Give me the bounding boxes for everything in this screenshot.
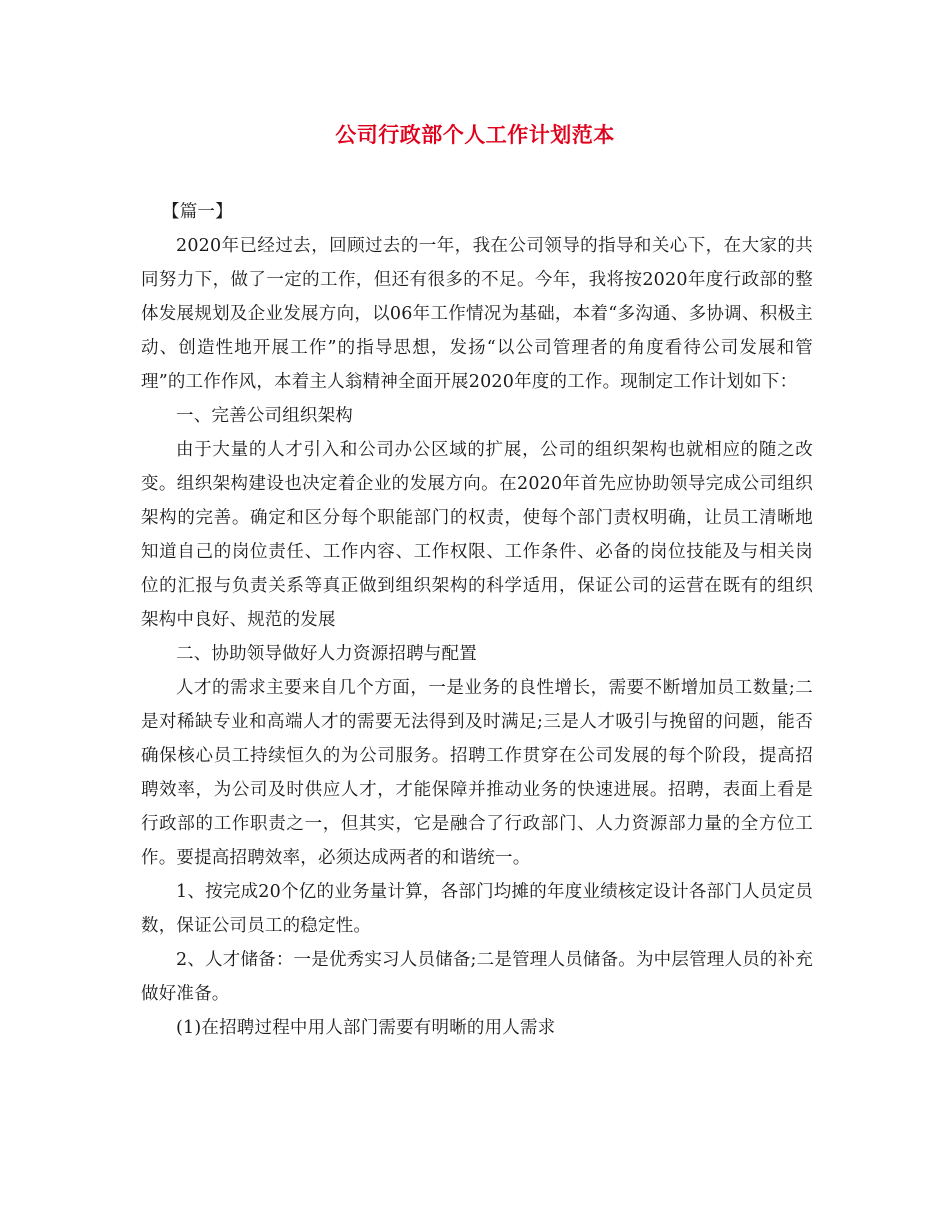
heading-org-structure: 一、完善公司组织架构: [176, 406, 353, 426]
document-body: [141, 195, 813, 1045]
section-label: 【篇一】: [162, 202, 233, 222]
paragraph-org-structure: 由于大量的人才引入和公司办公区域的扩展，公司的组织架构也就相应的随之改变。组织架构建设也决定着企业的发展方向。在2020年首先应协助领导完成公司组织架构的完善。确定和区分每个职能部门的权责，使每个部门责权明确，让员工清晰地知道自己的岗位责任、工作内容、工作权限、工作条件、必备的岗位技能及与相关岗位的汇报与负责关系等真正做到组织架构的科学适用，保证公司的运营在既有的组织架构中良好、规范的发展: [141, 440, 813, 630]
list-item-1: 1、按完成20个亿的业务量计算，各部门均摊的年度业绩核定设计各部门人员定员数，保证公司员工的稳定性。: [141, 882, 813, 936]
heading-recruitment: 二、协助领导做好人力资源招聘与配置: [176, 644, 477, 664]
paragraph-recruitment: 人才的需求主要来自几个方面，一是业务的良性增长，需要不断增加员工数量;二是对稀缺专业和高端人才的需要无法得到及时满足;三是人才吸引与挽留的问题，能否确保核心员工持续恒久的为公司服务。招聘工作贯穿在公司发展的每个阶段，提高招聘效率，为公司及时供应人才，才能保障并推动业务的快速进展。招聘，表面上看是行政部的工作职责之一，但其实，它是融合了行政部门、人力资源部力量的全方位工作。要提高招聘效率，必须达成两者的和谐统一。: [141, 678, 813, 868]
list-item-2-sub-1: (1)在招聘过程中用人部门需要有明晰的用人需求: [176, 1018, 556, 1038]
list-item-2: 2、人才储备：一是优秀实习人员储备;二是管理人员储备。为中层管理人员的补充做好准备。: [141, 950, 813, 1004]
document-title: 公司行政部个人工作计划范本: [335, 122, 615, 147]
paragraph-intro: 2020年已经过去，回顾过去的一年，我在公司领导的指导和关心下，在大家的共同努力下，做了一定的工作，但还有很多的不足。今年，我将按2020年度行政部的整体发展规划及企业发展方向，以06年工作情况为基础，本着“多沟通、多协调、积极主动、创造性地开展工作”的指导思想，发扬“以公司管理者的角度看待公司发展和管理”的工作作风，本着主人翁精神全面开展2020年度的工作。现制定工作计划如下：: [141, 236, 813, 392]
